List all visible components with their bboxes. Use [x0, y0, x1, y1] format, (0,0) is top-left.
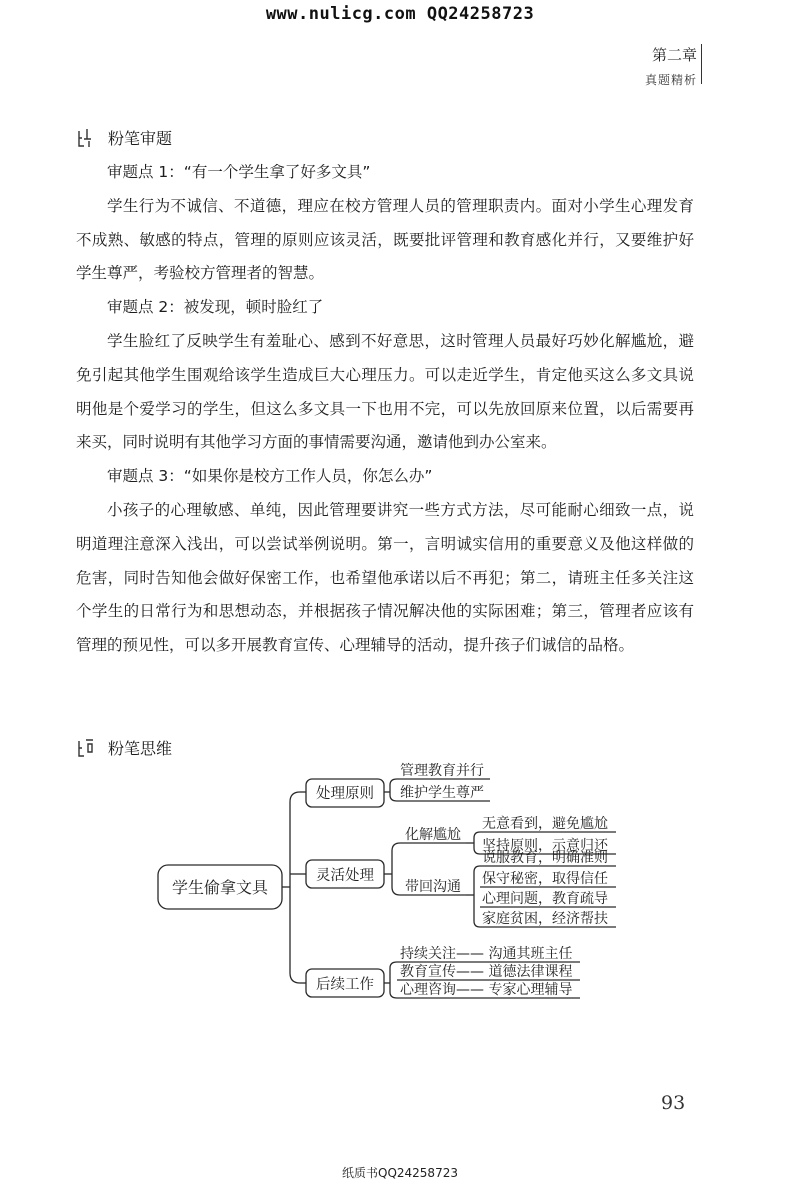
mindmap-branch: 处理原则 — [316, 786, 374, 802]
mindmap-leaf: 教育宣传—— 道德法律课程 — [400, 964, 573, 980]
review-point-title: 审题点 2：被发现，顿时脸红了 — [107, 298, 324, 317]
review-paragraph: 学生行为不诚信、不道德，理应在校方管理人员的管理职责内。面对小学生心理发育不成熟、敏感的特点，管理的原则应该灵活，既要批评管理和教育感化并行，又要维护好学生尊严，考验校方管理者的智慧。 — [76, 196, 694, 283]
mindmap-root: 学生偷拿文具 — [171, 878, 269, 897]
mindmap-leaf: 管理教育并行 — [400, 763, 484, 779]
mindmap-leaf: 心理问题，教育疏导 — [482, 891, 608, 907]
chapter-title: 第二章 — [651, 46, 697, 64]
mindmap-branch: 灵活处理 — [316, 868, 374, 884]
mindmap-branch: 后续工作 — [316, 977, 374, 993]
mind-map — [150, 762, 630, 1012]
header-watermark-url: www.nulicg.com QQ24258723 — [265, 4, 535, 24]
review-point-title: 审题点 1：“有一个学生拿了好多文具” — [107, 163, 371, 181]
chapter-heading-block — [645, 44, 697, 88]
review-paragraph: 小孩子的心理敏感、单纯，因此管理要讲究一些方式方法，尽可能耐心细致一点，说明道理注意深入浅出，可以尝试举例说明。第一，言明诚实信用的重要意义及他这样做的危害，同时告知他会做好保密工作，也希望他承诺以后不再犯；第二，请班主任多关注这个学生的日常行为和思想动态，并根据孩子情况解决他的实际困难；第三，管理者应该有管理的预见性，可以多开展教育宣传、心理辅导的活动，提升孩子们诚信的品格。 — [76, 500, 694, 655]
mindmap-leaf: 说服教育，明确准则 — [482, 850, 608, 866]
review-body-text — [76, 156, 694, 663]
review-point-title: 审题点 3：“如果你是校方工作人员，你怎么办” — [107, 467, 433, 486]
page-number: 93 — [661, 1092, 686, 1114]
footer-text: 纸质书QQ24258723 — [342, 1166, 458, 1180]
mindmap-leaf: 坚持原则，示意归还 — [482, 838, 608, 854]
mindmap-leaf: 无意看到，避免尴尬 — [482, 816, 608, 832]
chapter-subtitle: 真题精析 — [644, 73, 697, 87]
mindmap-leaf: 心理咨询—— 专家心理辅导 — [400, 982, 573, 998]
mindmap-leaf: 保守秘密，取得信任 — [482, 871, 608, 887]
mindmap-subgroup: 化解尴尬 — [405, 827, 461, 843]
review-paragraph: 学生脸红了反映学生有羞耻心、感到不好意思，这时管理人员最好巧妙化解尴尬，避免引起其他学生围观给该学生造成巨大心理压力。可以走近学生，肯定他买这么多文具说明他是个爱学习的学生，但这么多文具一下也用不完，可以先放回原来位置，以后需要再来买，同时说明有其他学习方面的事情需要沟通，邀请他到办公室来。 — [76, 331, 694, 452]
mindmap-subgroup: 带回沟通 — [405, 879, 461, 895]
bracket-icon — [76, 737, 98, 759]
chapter-divider — [701, 44, 702, 84]
section-heading-review — [76, 126, 172, 149]
section-heading-text: 粉笔审题 — [108, 129, 173, 148]
mindmap-leaf: 持续关注—— 沟通其班主任 — [400, 946, 573, 962]
section-heading-thinking — [76, 736, 172, 759]
bracket-icon — [76, 127, 98, 149]
mindmap-leaf: 维护学生尊严 — [400, 785, 484, 801]
section-heading-text: 粉笔思维 — [108, 739, 173, 758]
mindmap-leaf: 家庭贫困，经济帮扶 — [482, 911, 608, 927]
